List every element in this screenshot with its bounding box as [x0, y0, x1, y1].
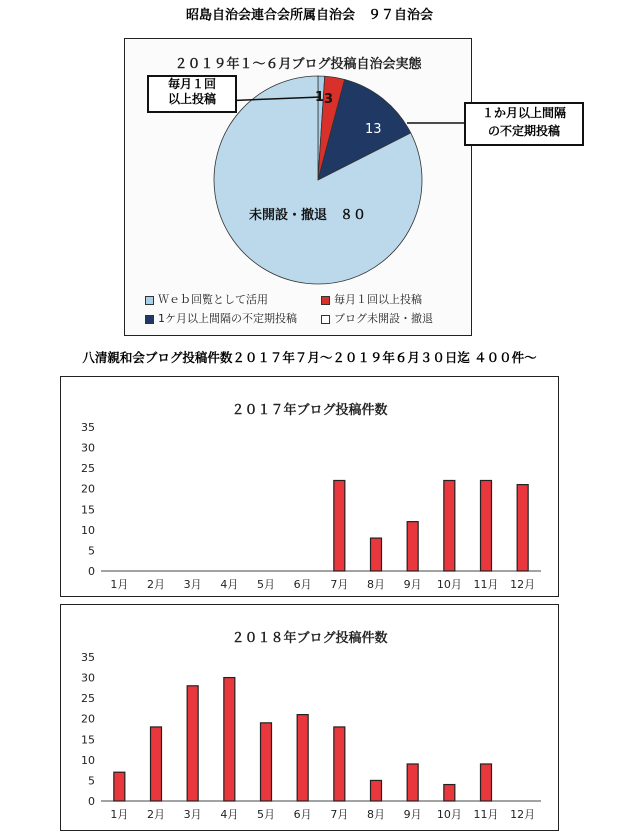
x-tick-label: 11月 — [473, 808, 499, 821]
legend-item-closed — [321, 310, 433, 326]
x-tick-label: 7月 — [330, 578, 349, 591]
legend-swatch-monthly — [321, 296, 330, 305]
legend-label-monthly: 毎月１回以上投稿 — [334, 293, 422, 306]
y-tick-label: 15 — [81, 503, 95, 517]
bar — [297, 715, 308, 801]
bar — [517, 485, 528, 571]
x-tick-label: 6月 — [293, 578, 312, 591]
y-tick-label: 30 — [81, 441, 95, 455]
bar-chart-2017 — [61, 377, 558, 596]
x-tick-label: 9月 — [403, 578, 422, 591]
y-tick-label: 10 — [81, 523, 95, 537]
bar — [187, 686, 198, 801]
y-tick-label: 20 — [81, 482, 95, 496]
y-tick-label: 20 — [81, 712, 95, 726]
x-tick-label: 2月 — [147, 808, 165, 821]
legend-item-web — [145, 291, 268, 307]
x-tick-label: 10月 — [436, 808, 462, 821]
bar — [371, 780, 382, 801]
x-tick-label: 5月 — [257, 808, 275, 821]
bar-chart-2018-panel — [60, 604, 559, 831]
page-heading: 昭島自治会連合会所属自治会 ９７自治会 — [185, 8, 433, 23]
x-tick-label: 6月 — [293, 808, 312, 821]
x-tick-label: 1月 — [110, 578, 129, 591]
x-tick-label: 4月 — [220, 808, 239, 821]
bar — [371, 538, 382, 571]
bar — [114, 772, 125, 801]
bar-chart-2017-title: ２０１７年ブログ投稿件数 — [231, 403, 388, 418]
legend-label-irregular: 1ケ月以上間隔の不定期投稿 — [158, 312, 297, 325]
x-tick-label: 2月 — [147, 578, 165, 591]
bar — [151, 727, 162, 801]
bar — [334, 480, 345, 571]
y-tick-label: 0 — [88, 565, 95, 578]
callout-monthly-line1: 毎月１回 — [167, 77, 216, 91]
pie-chart-title: ２０１９年１～６月ブログ投稿自治会実態 — [174, 57, 422, 72]
legend-label-web: Ｗｅｂ回覧として活用 — [158, 293, 268, 306]
x-tick-label: 4月 — [220, 578, 239, 591]
x-tick-label: 8月 — [367, 808, 385, 821]
bar-chart-2017-panel — [60, 376, 559, 597]
y-tick-label: 25 — [81, 462, 95, 476]
pie-label-irregular: 13 — [365, 122, 382, 137]
bar — [407, 522, 418, 571]
x-tick-label: 3月 — [183, 808, 202, 821]
y-tick-label: 0 — [88, 795, 95, 808]
bar — [444, 480, 455, 571]
legend-item-monthly — [321, 291, 422, 307]
bar-chart-2018-title: ２０１８年ブログ投稿件数 — [231, 631, 388, 646]
legend-label-closed: ブログ未開設・撤退 — [334, 312, 433, 325]
x-tick-label: 9月 — [403, 808, 422, 821]
bar-chart-2018 — [61, 605, 558, 830]
y-tick-label: 5 — [88, 544, 95, 558]
bar — [261, 723, 272, 801]
x-tick-label: 11月 — [473, 578, 499, 591]
x-tick-label: 8月 — [367, 578, 385, 591]
x-tick-label: 1月 — [110, 808, 129, 821]
y-tick-label: 35 — [81, 421, 95, 434]
callout-irregular-line2: の不定期投稿 — [487, 124, 560, 138]
x-tick-label: 12月 — [510, 578, 536, 591]
y-tick-label: 25 — [81, 692, 95, 706]
legend-swatch-web — [145, 296, 154, 305]
legend-swatch-closed — [321, 315, 330, 324]
callout-monthly-line2: 以上投稿 — [167, 92, 216, 106]
pie-label-closed: 未開設・撤退 ８０ — [249, 208, 367, 223]
callout-irregular — [464, 102, 584, 146]
y-tick-label: 15 — [81, 733, 95, 747]
x-tick-label: 10月 — [436, 578, 462, 591]
y-tick-label: 30 — [81, 671, 95, 685]
y-tick-label: 10 — [81, 753, 95, 767]
x-tick-label: 7月 — [330, 808, 349, 821]
bar — [407, 764, 418, 801]
bar — [481, 480, 492, 571]
bar — [334, 727, 345, 801]
bar — [444, 785, 455, 801]
x-tick-label: 12月 — [510, 808, 536, 821]
legend-item-irregular — [145, 310, 297, 326]
x-tick-label: 3月 — [183, 578, 202, 591]
bar — [224, 678, 235, 801]
callout-monthly — [147, 75, 237, 113]
x-tick-label: 5月 — [257, 578, 275, 591]
y-tick-label: 5 — [88, 774, 95, 788]
pie-label-monthly: 3 — [324, 92, 334, 107]
bar — [481, 764, 492, 801]
pie-label-web: 1 — [315, 90, 325, 105]
page-subheading: 八清親和会ブログ投稿件数２０１７年７月～２０１９年６月３０日迄 ４００件～ — [82, 350, 537, 365]
legend-swatch-irregular — [145, 315, 154, 324]
callout-irregular-line1: １か月以上間隔 — [481, 106, 566, 120]
y-tick-label: 35 — [81, 651, 95, 664]
